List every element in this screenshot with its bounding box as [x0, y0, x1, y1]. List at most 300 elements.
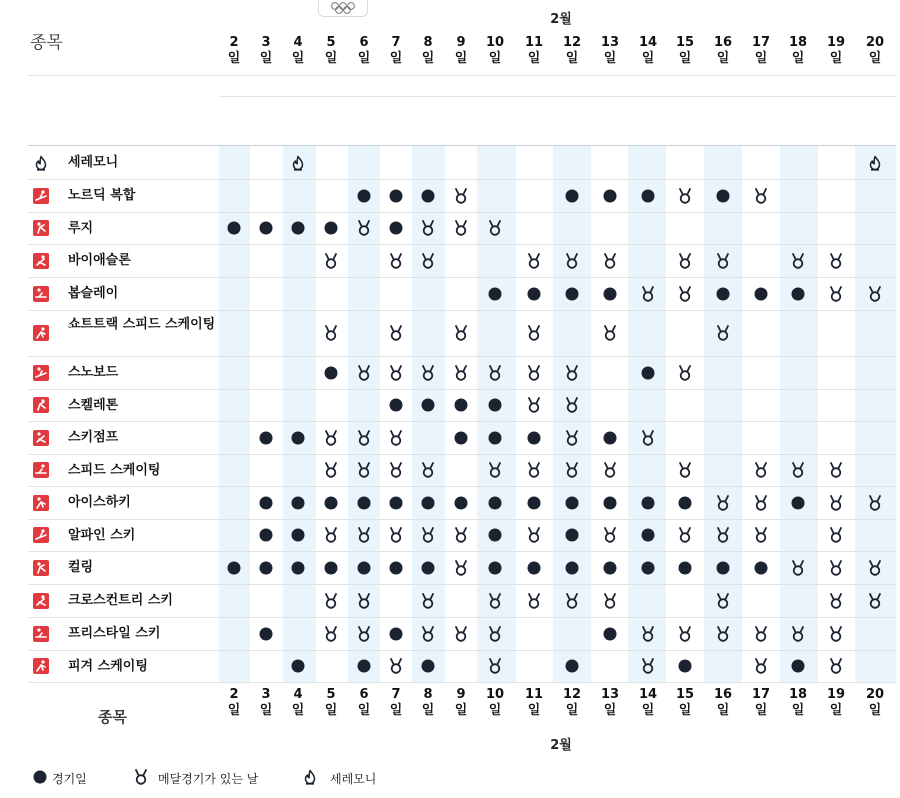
event-dot-icon [790, 286, 806, 302]
event-dot-icon [226, 560, 242, 576]
medal-icon [602, 325, 618, 341]
header-day-7 [378, 35, 414, 67]
day-unit: 일 [227, 703, 241, 718]
header-day-19 [818, 35, 854, 67]
event-dot-icon [564, 527, 580, 543]
footer-day-3 [248, 687, 284, 719]
row-divider [219, 96, 896, 97]
day-unit: 일 [357, 703, 371, 718]
day-number: 19 [826, 687, 846, 702]
event-dot-icon [356, 188, 372, 204]
sport-name[interactable]: 스피드 스케이팅 [68, 462, 161, 478]
event-dot-icon [677, 495, 693, 511]
event-dot-icon [258, 560, 274, 576]
header-day-14 [630, 35, 666, 67]
ice-hockey-icon [33, 495, 49, 511]
day-unit: 일 [868, 51, 882, 66]
medal-icon [356, 462, 372, 478]
event-dot-icon [420, 560, 436, 576]
header-day-12 [554, 35, 590, 67]
day-number: 6 [359, 687, 369, 702]
row-divider [28, 650, 896, 651]
day-unit: 일 [421, 51, 435, 66]
row-divider [28, 584, 896, 585]
day-number: 15 [675, 35, 695, 50]
event-dot-icon [290, 560, 306, 576]
event-dot-icon [388, 560, 404, 576]
day-unit: 일 [603, 51, 617, 66]
event-dot-icon [258, 220, 274, 236]
event-dot-icon [640, 495, 656, 511]
row-divider [28, 310, 896, 311]
footer-day-19 [818, 687, 854, 719]
medal-icon [602, 593, 618, 609]
medal-icon [753, 658, 769, 674]
month-label-bottom: 2월 [550, 738, 572, 753]
medal-icon [790, 560, 806, 576]
medal-icon [677, 188, 693, 204]
medal-icon [828, 658, 844, 674]
sport-name[interactable]: 노르딕 복합 [68, 188, 136, 203]
event-dot-icon [526, 430, 542, 446]
event-dot-icon [564, 658, 580, 674]
medal-icon [323, 626, 339, 642]
day-number: 4 [293, 687, 303, 702]
header-day-18 [780, 35, 816, 67]
sport-name[interactable]: 스키점프 [68, 430, 119, 445]
sport-name[interactable]: 스노보드 [68, 365, 119, 380]
medal-icon [323, 527, 339, 543]
footer-day-14 [630, 687, 666, 719]
day-number: 17 [751, 35, 771, 50]
day-number: 20 [865, 35, 885, 50]
medal-icon [715, 495, 731, 511]
day-number: 13 [600, 687, 620, 702]
medal-icon [356, 626, 372, 642]
row-divider [28, 277, 896, 278]
medal-icon [487, 462, 503, 478]
day-number: 19 [826, 35, 846, 50]
day-number: 9 [456, 35, 466, 50]
day-unit: 일 [324, 703, 338, 718]
day-unit: 일 [754, 703, 768, 718]
footer-day-13 [592, 687, 628, 719]
olympic-rings-tab[interactable] [318, 0, 368, 17]
event-dot-icon [420, 658, 436, 674]
day-unit: 일 [678, 703, 692, 718]
header-day-20 [857, 35, 893, 67]
day-unit: 일 [527, 703, 541, 718]
footer-day-17 [743, 687, 779, 719]
footer-day-6 [346, 687, 382, 719]
nordic-combined-icon [33, 188, 49, 204]
event-dot-icon [790, 658, 806, 674]
footer-day-20 [857, 687, 893, 719]
medal-icon [356, 593, 372, 609]
event-dot-icon [487, 527, 503, 543]
medal-icon [323, 462, 339, 478]
day-unit: 일 [716, 51, 730, 66]
day-number: 14 [638, 35, 658, 50]
row-divider [28, 244, 896, 245]
day-number: 8 [423, 35, 433, 50]
medal-icon [323, 430, 339, 446]
footer-day-5 [313, 687, 349, 719]
day-number: 20 [865, 687, 885, 702]
day-unit: 일 [454, 51, 468, 66]
row-divider [28, 454, 896, 455]
medal-icon [640, 286, 656, 302]
day-unit: 일 [324, 51, 338, 66]
day-unit: 일 [389, 703, 403, 718]
day-unit: 일 [454, 703, 468, 718]
event-dot-icon [487, 430, 503, 446]
medal-icon [790, 253, 806, 269]
curling-icon [33, 560, 49, 576]
sport-name[interactable]: 아이스하키 [68, 495, 131, 510]
event-dot-icon [526, 560, 542, 576]
medal-icon [715, 325, 731, 341]
sport-name[interactable]: 프리스타일 스키 [68, 626, 161, 641]
biathlon-icon [33, 253, 49, 269]
day-number: 5 [326, 35, 336, 50]
row-divider [28, 421, 896, 422]
day-unit: 일 [259, 703, 273, 718]
event-dot-icon [356, 495, 372, 511]
day-number: 14 [638, 687, 658, 702]
day-number: 7 [391, 35, 401, 50]
header-day-8 [410, 35, 446, 67]
header-day-6 [346, 35, 382, 67]
event-dot-icon [640, 560, 656, 576]
day-unit: 일 [829, 51, 843, 66]
event-dot-icon [420, 397, 436, 413]
footer-day-10 [477, 687, 513, 719]
medal-icon [867, 495, 883, 511]
day-number: 2 [229, 35, 239, 50]
event-dot-icon [602, 430, 618, 446]
day-unit: 일 [291, 51, 305, 66]
medal-icon [564, 593, 580, 609]
day-unit: 일 [716, 703, 730, 718]
medal-icon [867, 593, 883, 609]
medal-icon [564, 462, 580, 478]
figure-skating-icon [33, 658, 49, 674]
event-dot-icon [602, 626, 618, 642]
event-dot-icon [715, 188, 731, 204]
footer-day-9 [443, 687, 479, 719]
medal-icon [677, 462, 693, 478]
day-unit: 일 [259, 51, 273, 66]
medal-icon [388, 462, 404, 478]
day-unit: 일 [421, 703, 435, 718]
event-dot-icon [420, 188, 436, 204]
medal-icon [453, 220, 469, 236]
event-dot-icon [453, 397, 469, 413]
day-unit: 일 [678, 51, 692, 66]
event-dot-icon [677, 658, 693, 674]
day-column-band [628, 146, 666, 682]
day-number: 3 [261, 687, 271, 702]
event-dot-icon [420, 495, 436, 511]
day-number: 2 [229, 687, 239, 702]
medal-icon [420, 365, 436, 381]
medal-icon [790, 626, 806, 642]
day-unit: 일 [488, 51, 502, 66]
event-dot-icon [677, 560, 693, 576]
day-number: 3 [261, 35, 271, 50]
event-dot-icon [388, 397, 404, 413]
event-dot-icon [388, 626, 404, 642]
medal-icon [388, 527, 404, 543]
medal-icon [487, 658, 503, 674]
footer-day-15 [667, 687, 703, 719]
day-unit: 일 [641, 703, 655, 718]
event-dot-icon [640, 527, 656, 543]
day-unit: 일 [227, 51, 241, 66]
day-number: 18 [788, 35, 808, 50]
day-unit: 일 [829, 703, 843, 718]
medal-icon [828, 462, 844, 478]
medal-icon [526, 325, 542, 341]
medal-icon [388, 253, 404, 269]
event-dot-icon [258, 527, 274, 543]
medal-icon [564, 253, 580, 269]
sport-name[interactable]: 루지 [68, 220, 94, 236]
event-dot-icon [290, 495, 306, 511]
day-number: 5 [326, 687, 336, 702]
sport-name[interactable]: 알파인 스키 [68, 527, 136, 543]
medal-icon [356, 365, 372, 381]
medal-icon [753, 188, 769, 204]
row-divider [28, 682, 896, 683]
medal-icon [420, 527, 436, 543]
day-column-band [780, 146, 818, 682]
luge-icon [33, 220, 49, 236]
day-number: 16 [713, 687, 733, 702]
footer-day-18 [780, 687, 816, 719]
medal-icon [133, 769, 149, 785]
medal-icon [753, 527, 769, 543]
day-unit: 일 [791, 703, 805, 718]
day-unit: 일 [565, 703, 579, 718]
event-dot-icon [388, 495, 404, 511]
olympic-rings-icon [319, 0, 367, 16]
row-divider [28, 145, 896, 146]
event-dot-icon [323, 495, 339, 511]
medal-icon [388, 430, 404, 446]
medal-icon [487, 365, 503, 381]
medal-icon [867, 560, 883, 576]
event-dot-icon [290, 658, 306, 674]
day-number: 7 [391, 687, 401, 702]
event-dot-icon [487, 397, 503, 413]
medal-icon [715, 253, 731, 269]
medal-icon [715, 593, 731, 609]
sport-name[interactable]: 컬링 [68, 560, 94, 575]
sport-name[interactable]: 세레모니 [68, 155, 119, 170]
header-day-13 [592, 35, 628, 67]
day-number: 15 [675, 687, 695, 702]
column-header-sport: 종목 [30, 33, 63, 53]
event-dot-icon [602, 188, 618, 204]
medal-icon [564, 397, 580, 413]
day-number: 16 [713, 35, 733, 50]
column-footer-sport: 종목 [98, 708, 127, 726]
medal-icon [487, 626, 503, 642]
event-dot-icon [602, 560, 618, 576]
event-dot-icon [258, 430, 274, 446]
row-divider [28, 389, 896, 390]
ceremony-flame-icon [33, 155, 49, 171]
medal-icon [453, 560, 469, 576]
legend-label: 세레모니 [330, 772, 377, 786]
event-dot-icon [323, 220, 339, 236]
day-number: 12 [562, 35, 582, 50]
medal-icon [487, 593, 503, 609]
row-divider [28, 356, 896, 357]
event-dot-icon [602, 286, 618, 302]
medal-icon [420, 462, 436, 478]
skeleton-icon [33, 397, 49, 413]
ceremony-flame-icon [290, 155, 306, 171]
medal-icon [828, 253, 844, 269]
header-day-17 [743, 35, 779, 67]
day-number: 8 [423, 687, 433, 702]
medal-icon [677, 286, 693, 302]
footer-day-2 [216, 687, 252, 719]
medal-icon [356, 220, 372, 236]
medal-icon [640, 626, 656, 642]
event-dot-icon [526, 286, 542, 302]
day-number: 4 [293, 35, 303, 50]
event-dot-icon [790, 495, 806, 511]
event-dot-icon [564, 495, 580, 511]
bobsleigh-icon [33, 286, 49, 302]
sport-name[interactable]: 스켈레톤 [68, 397, 119, 413]
medal-icon [356, 430, 372, 446]
sport-name[interactable]: 피겨 스케이팅 [68, 658, 148, 674]
ski-jumping-icon [33, 430, 49, 446]
header-day-10 [477, 35, 513, 67]
medal-icon [388, 365, 404, 381]
sport-name[interactable]: 봅슬레이 [68, 286, 119, 301]
event-dot-icon [564, 188, 580, 204]
header-day-5 [313, 35, 349, 67]
header-day-4 [280, 35, 316, 67]
medal-icon [753, 626, 769, 642]
medal-icon [602, 462, 618, 478]
medal-icon [388, 325, 404, 341]
medal-icon [828, 495, 844, 511]
footer-day-12 [554, 687, 590, 719]
event-dot-icon [258, 495, 274, 511]
event-dot-icon [453, 430, 469, 446]
event-dot-icon [356, 560, 372, 576]
day-unit: 일 [791, 51, 805, 66]
row-divider [28, 75, 896, 76]
medal-icon [790, 462, 806, 478]
day-unit: 일 [488, 703, 502, 718]
day-unit: 일 [527, 51, 541, 66]
alpine-skiing-icon [33, 527, 49, 543]
day-number: 13 [600, 35, 620, 50]
sport-name[interactable]: 쇼트트랙 스피드 스케이팅 [68, 317, 216, 332]
event-dot-icon [290, 430, 306, 446]
day-unit: 일 [357, 51, 371, 66]
medal-icon [453, 188, 469, 204]
medal-icon [828, 286, 844, 302]
footer-day-11 [516, 687, 552, 719]
event-dot-icon [564, 286, 580, 302]
medal-icon [753, 462, 769, 478]
day-unit: 일 [291, 703, 305, 718]
medal-icon [420, 253, 436, 269]
event-dot-icon [290, 527, 306, 543]
event-dot-icon [453, 495, 469, 511]
event-dot-icon [323, 365, 339, 381]
medal-icon [526, 593, 542, 609]
medal-icon [715, 527, 731, 543]
event-dot-icon [323, 560, 339, 576]
medal-icon [828, 527, 844, 543]
snowboard-icon [33, 365, 49, 381]
medal-icon [677, 626, 693, 642]
short-track-icon [33, 325, 49, 341]
medal-icon [526, 253, 542, 269]
event-dot-icon [290, 220, 306, 236]
sport-name[interactable]: 크로스컨트리 스키 [68, 593, 173, 608]
medal-icon [526, 527, 542, 543]
row-divider [28, 519, 896, 520]
event-dot-icon [388, 220, 404, 236]
medal-icon [677, 527, 693, 543]
day-number: 12 [562, 687, 582, 702]
row-divider [28, 486, 896, 487]
event-dot-icon [32, 769, 48, 785]
day-unit: 일 [389, 51, 403, 66]
event-dot-icon [487, 495, 503, 511]
event-dot-icon [753, 560, 769, 576]
medal-icon [640, 430, 656, 446]
medal-icon [526, 397, 542, 413]
medal-icon [420, 593, 436, 609]
medal-icon [640, 658, 656, 674]
medal-icon [420, 220, 436, 236]
header-day-15 [667, 35, 703, 67]
medal-icon [453, 365, 469, 381]
legend-label: 경기일 [52, 772, 87, 786]
medal-icon [564, 430, 580, 446]
medal-icon [828, 626, 844, 642]
event-dot-icon [602, 495, 618, 511]
event-dot-icon [715, 286, 731, 302]
ceremony-flame-icon [302, 769, 318, 785]
day-number: 11 [524, 687, 544, 702]
medal-icon [602, 527, 618, 543]
medal-icon [487, 220, 503, 236]
event-dot-icon [564, 560, 580, 576]
day-unit: 일 [868, 703, 882, 718]
day-unit: 일 [754, 51, 768, 66]
medal-icon [677, 365, 693, 381]
medal-icon [526, 462, 542, 478]
header-day-9 [443, 35, 479, 67]
day-number: 18 [788, 687, 808, 702]
medal-icon [453, 527, 469, 543]
event-dot-icon [487, 560, 503, 576]
sport-name[interactable]: 바이애슬론 [68, 253, 131, 268]
